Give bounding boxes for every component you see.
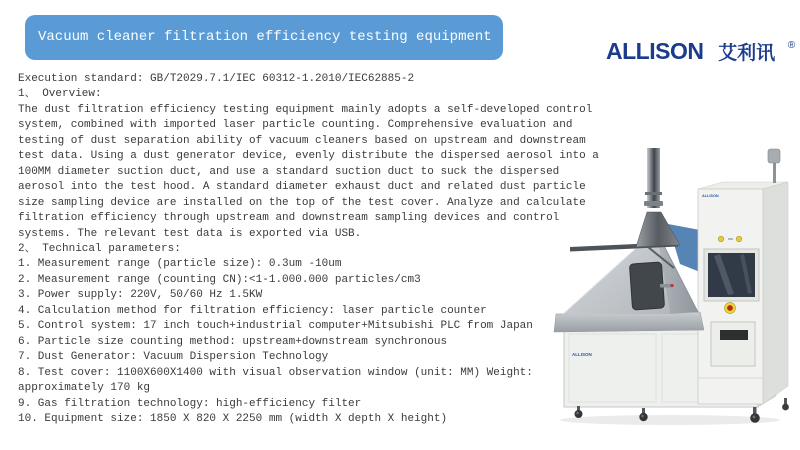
product-photo [548,146,800,430]
parameter-item: 7. Dust Generator: Vacuum Dispersion Technology [18,351,329,364]
testing-machine-illustration [548,146,800,430]
floor-shadow [560,415,780,425]
parameter-item: 1. Measurement range (particle size): 0.3um -10um [18,258,342,271]
overview-paragraph: The dust filtration efficiency testing equipment mainly adopts a self-developed control system, combined with imported laser particle counting. Comprehensive evaluation and testing of dust separation ability of vacuum cleaners based on upstream and downstream test data. Using a dust generator device, evenly distribute the dispersed aerosol into a 100MM diameter suction duct, and use a standard suction duct to suck the dispersed aerosol into the test hood. A standard diameter exhaust duct and related dust particle size sampling device are installed on the top of the test cover. Analyze and calculate filtration efficiency through upstream and downstream sampling devices and control systems. The relevant test data is exported via USB. [18,103,599,240]
parameter-item: 4. Calculation method for filtration efficiency: laser particle counter [18,304,487,317]
registered-trademark-icon: ® [787,40,796,51]
indicator-light [736,236,742,242]
parameter-item: 6. Particle size counting method: upstream+downstream synchronous [18,335,448,348]
parameter-item: 2. Measurement range (counting CN):<1-1.000.000 particles/cm3 [18,273,421,286]
brand-name-chinese: 艾利讯 [718,43,776,64]
parameter-item: 3. Power supply: 220V, 50/60 Hz 1.5KW [18,289,263,302]
document-body [18,72,600,427]
inlet-pipe [644,148,663,208]
execution-standard-line: Execution standard: GB/T2029.7.1/IEC 60312-1.2010/IEC62885-2 [18,73,415,85]
cabinet-brand-label: ALLISON [702,194,719,198]
tray-handle-slot [720,330,748,340]
brand-name: ALLISON [606,38,704,64]
parameter-item: 8. Test cover: 1100X600X1400 with visual observation window (unit: MM) Weight: approximately 170 kg [18,366,533,395]
parameter-item: 10. Equipment size: 1850 X 820 X 2250 mm (width X depth X height) [18,412,448,425]
sensor-head [768,149,780,163]
tray-panel [711,322,755,366]
technical-parameters-heading: 2、 Technical parameters: [18,242,181,255]
window-latch [660,284,671,288]
parameter-item: 5. Control system: 17 inch touch+industrial computer+Mitsubishi PLC from Japan [18,320,533,333]
overview-heading: 1、 Overview: [18,88,102,101]
observation-window [629,262,664,310]
parameter-item: 9. Gas filtration technology: high-efficiency filter [18,397,362,410]
page-title: Vacuum cleaner filtration efficiency testing equipment [38,29,492,45]
title-banner [25,15,503,60]
indicator-light [718,236,724,242]
control-cabinet [698,149,788,404]
sensor-mast [773,160,776,183]
brand-logo [606,38,795,65]
machine-brand-label: ALLISON [572,352,592,357]
